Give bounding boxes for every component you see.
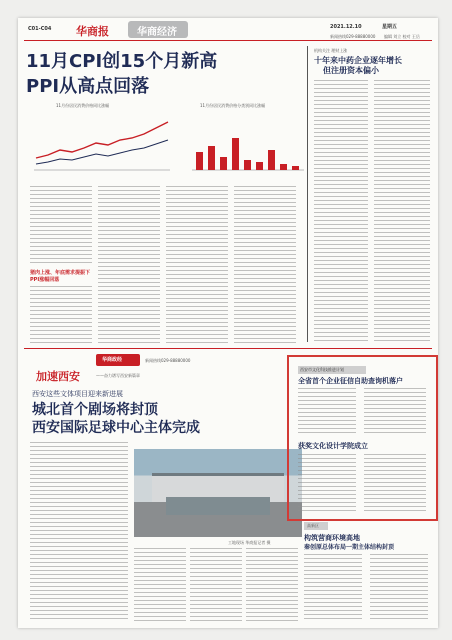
stadium-photo [134,449,302,537]
body-col-1a [30,186,92,266]
highlight-title-1: 全省首个企业征信自助查询机落户 [298,377,403,385]
bottom-left-col-3 [190,548,242,622]
right-top-col-1 [314,80,368,342]
band-hotline: 新闻热线029-88880000 [145,358,191,363]
bottom-right-title-1: 构筑营商环境高地 [304,534,360,542]
brand-logo: 华商报 [76,25,109,38]
right-top-title-1: 十年来中药企业逐年增长 [314,56,402,65]
bottom-right-col-2 [370,554,428,622]
section-tag: 华商经济 [137,27,177,38]
editor-line: 编辑 刘立 校对 王岳 [384,34,420,39]
column-divider-top [307,46,308,342]
jiasu-headline-1: 城北首个剧场将封顶 [32,402,158,418]
main-headline-1: 11月CPI创15个月新高 [26,51,218,72]
hotline: 新闻热线029-88880000 [330,34,376,39]
bottom-right-col-1 [304,554,362,622]
jiasu-logo: 加速西安 [36,370,80,383]
band-banner: 华商政经 [102,357,123,363]
photo-caption: 工地现场 华商报记者 摄 [228,540,271,545]
right-top-title-2: 但注册资本偏小 [323,66,379,75]
highlight-col-4 [364,454,426,512]
bottom-left-col-1 [30,442,128,622]
highlight-col-2 [364,388,426,436]
bottom-right-title-2: 秦创原总体布局一期主体结构封顶 [304,544,395,551]
stadium-base [166,497,270,515]
cpi-bar-chart [188,110,308,180]
cpi-line-chart [30,110,174,180]
newspaper-page [18,18,438,628]
jiasu-headline-2: 西安国际足球中心主体完成 [32,420,200,436]
body-col-1b [30,286,92,344]
right-top-col-2 [374,80,430,342]
highlight-title-2: 获奖文化设计学院成立 [298,442,368,450]
highlight-label: 西安市文化科技推进计划 [300,367,344,372]
issue-weekday: 星期五 [382,24,398,30]
chart-title-left: 11月份居民消费价格同比涨幅 [56,103,110,108]
right-top-label: 机构关注 理财上涨 [314,48,348,53]
masthead-rule [24,40,432,41]
bottom-left-col-2 [134,548,186,622]
body-col-3 [166,186,228,344]
subhead-a: 猪肉上涨、年底需求提振下 [30,270,91,276]
jiasu-kicker: 西安这些文体项目迎来新进展 [32,390,123,398]
main-headline-2: PPI从高点回落 [26,76,150,97]
body-col-4 [234,186,296,344]
subhead-b: PPI涨幅回落 [30,277,60,283]
jiasu-tagline: ——奋力谱写西安新篇章 [96,373,140,378]
body-col-2 [98,186,160,344]
bottom-right-label: 高新区 [307,523,319,528]
page-range: C01-C04 [28,26,52,32]
issue-date: 2021.12.10 [330,24,362,30]
highlight-col-3 [298,454,356,512]
highlight-col-1 [298,388,356,436]
band-rule [24,348,432,349]
chart-title-right: 11月份居民消费价格分类别同比涨幅 [200,103,266,108]
bottom-left-col-4 [246,548,298,622]
